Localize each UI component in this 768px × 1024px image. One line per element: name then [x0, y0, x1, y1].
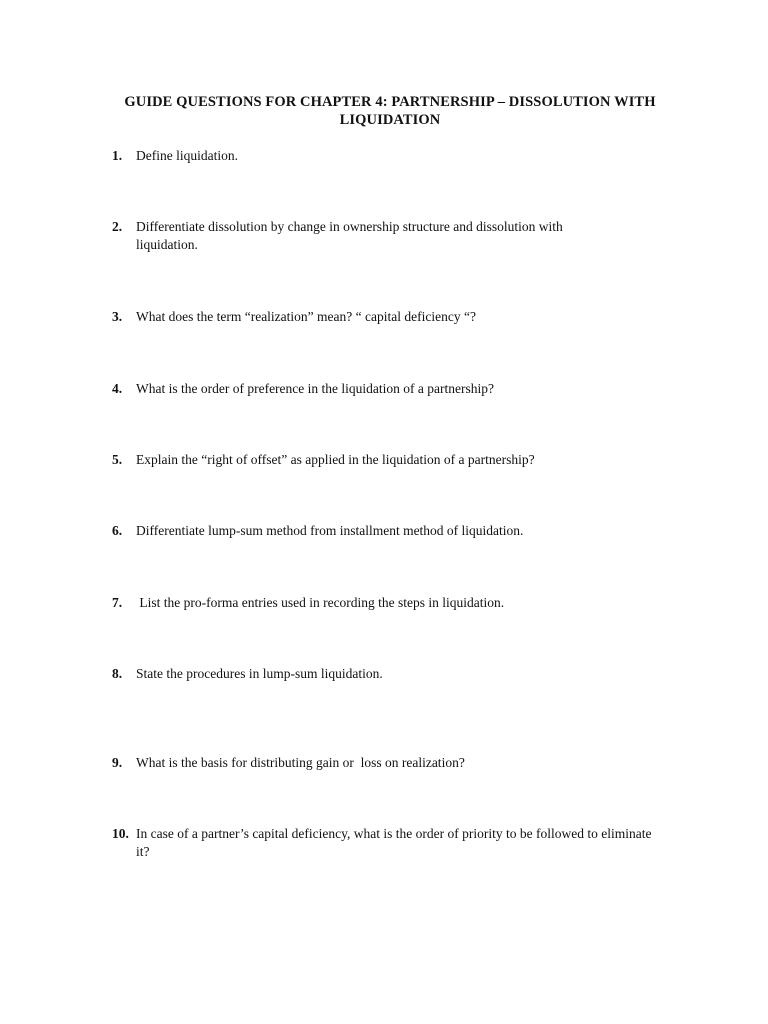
question-text: List the pro-forma entries used in recording the steps in liquidation. [136, 595, 505, 610]
question-number: 7. [112, 595, 123, 610]
question-number: 5. [112, 452, 123, 467]
question-number: 4. [112, 381, 123, 396]
question-text: Differentiate dissolution by change in ownership structure and dissolution with liquidation. [136, 219, 563, 252]
title-line-1: GUIDE QUESTIONS FOR CHAPTER 4: PARTNERSHIP – DISSOLUTION WITH [124, 94, 656, 110]
question-number: 3. [112, 309, 123, 324]
question-text: What does the term “realization” mean? “ capital deficiency “? [136, 309, 476, 324]
question-text: What is the basis for distributing gain or loss on realization? [136, 755, 465, 770]
question-number: 6. [112, 523, 123, 538]
document-title [60, 93, 720, 129]
question-text: Define liquidation. [136, 148, 238, 163]
question-number: 8. [112, 666, 123, 681]
question-number: 1. [112, 148, 123, 163]
title-line-2: LIQUIDATION [339, 112, 441, 128]
question-number: 9. [112, 755, 123, 770]
question-text: State the procedures in lump-sum liquidation. [136, 666, 383, 681]
question-text: Explain the “right of offset” as applied in the liquidation of a partnership? [136, 452, 535, 467]
question-number: 2. [112, 219, 123, 234]
question-text: What is the order of preference in the liquidation of a partnership? [136, 381, 494, 396]
question-text: Differentiate lump-sum method from installment method of liquidation. [136, 523, 524, 538]
question-text: In case of a partner’s capital deficiency, what is the order of priority to be followed to eliminate it? [136, 826, 652, 859]
question-number: 10. [112, 826, 129, 841]
